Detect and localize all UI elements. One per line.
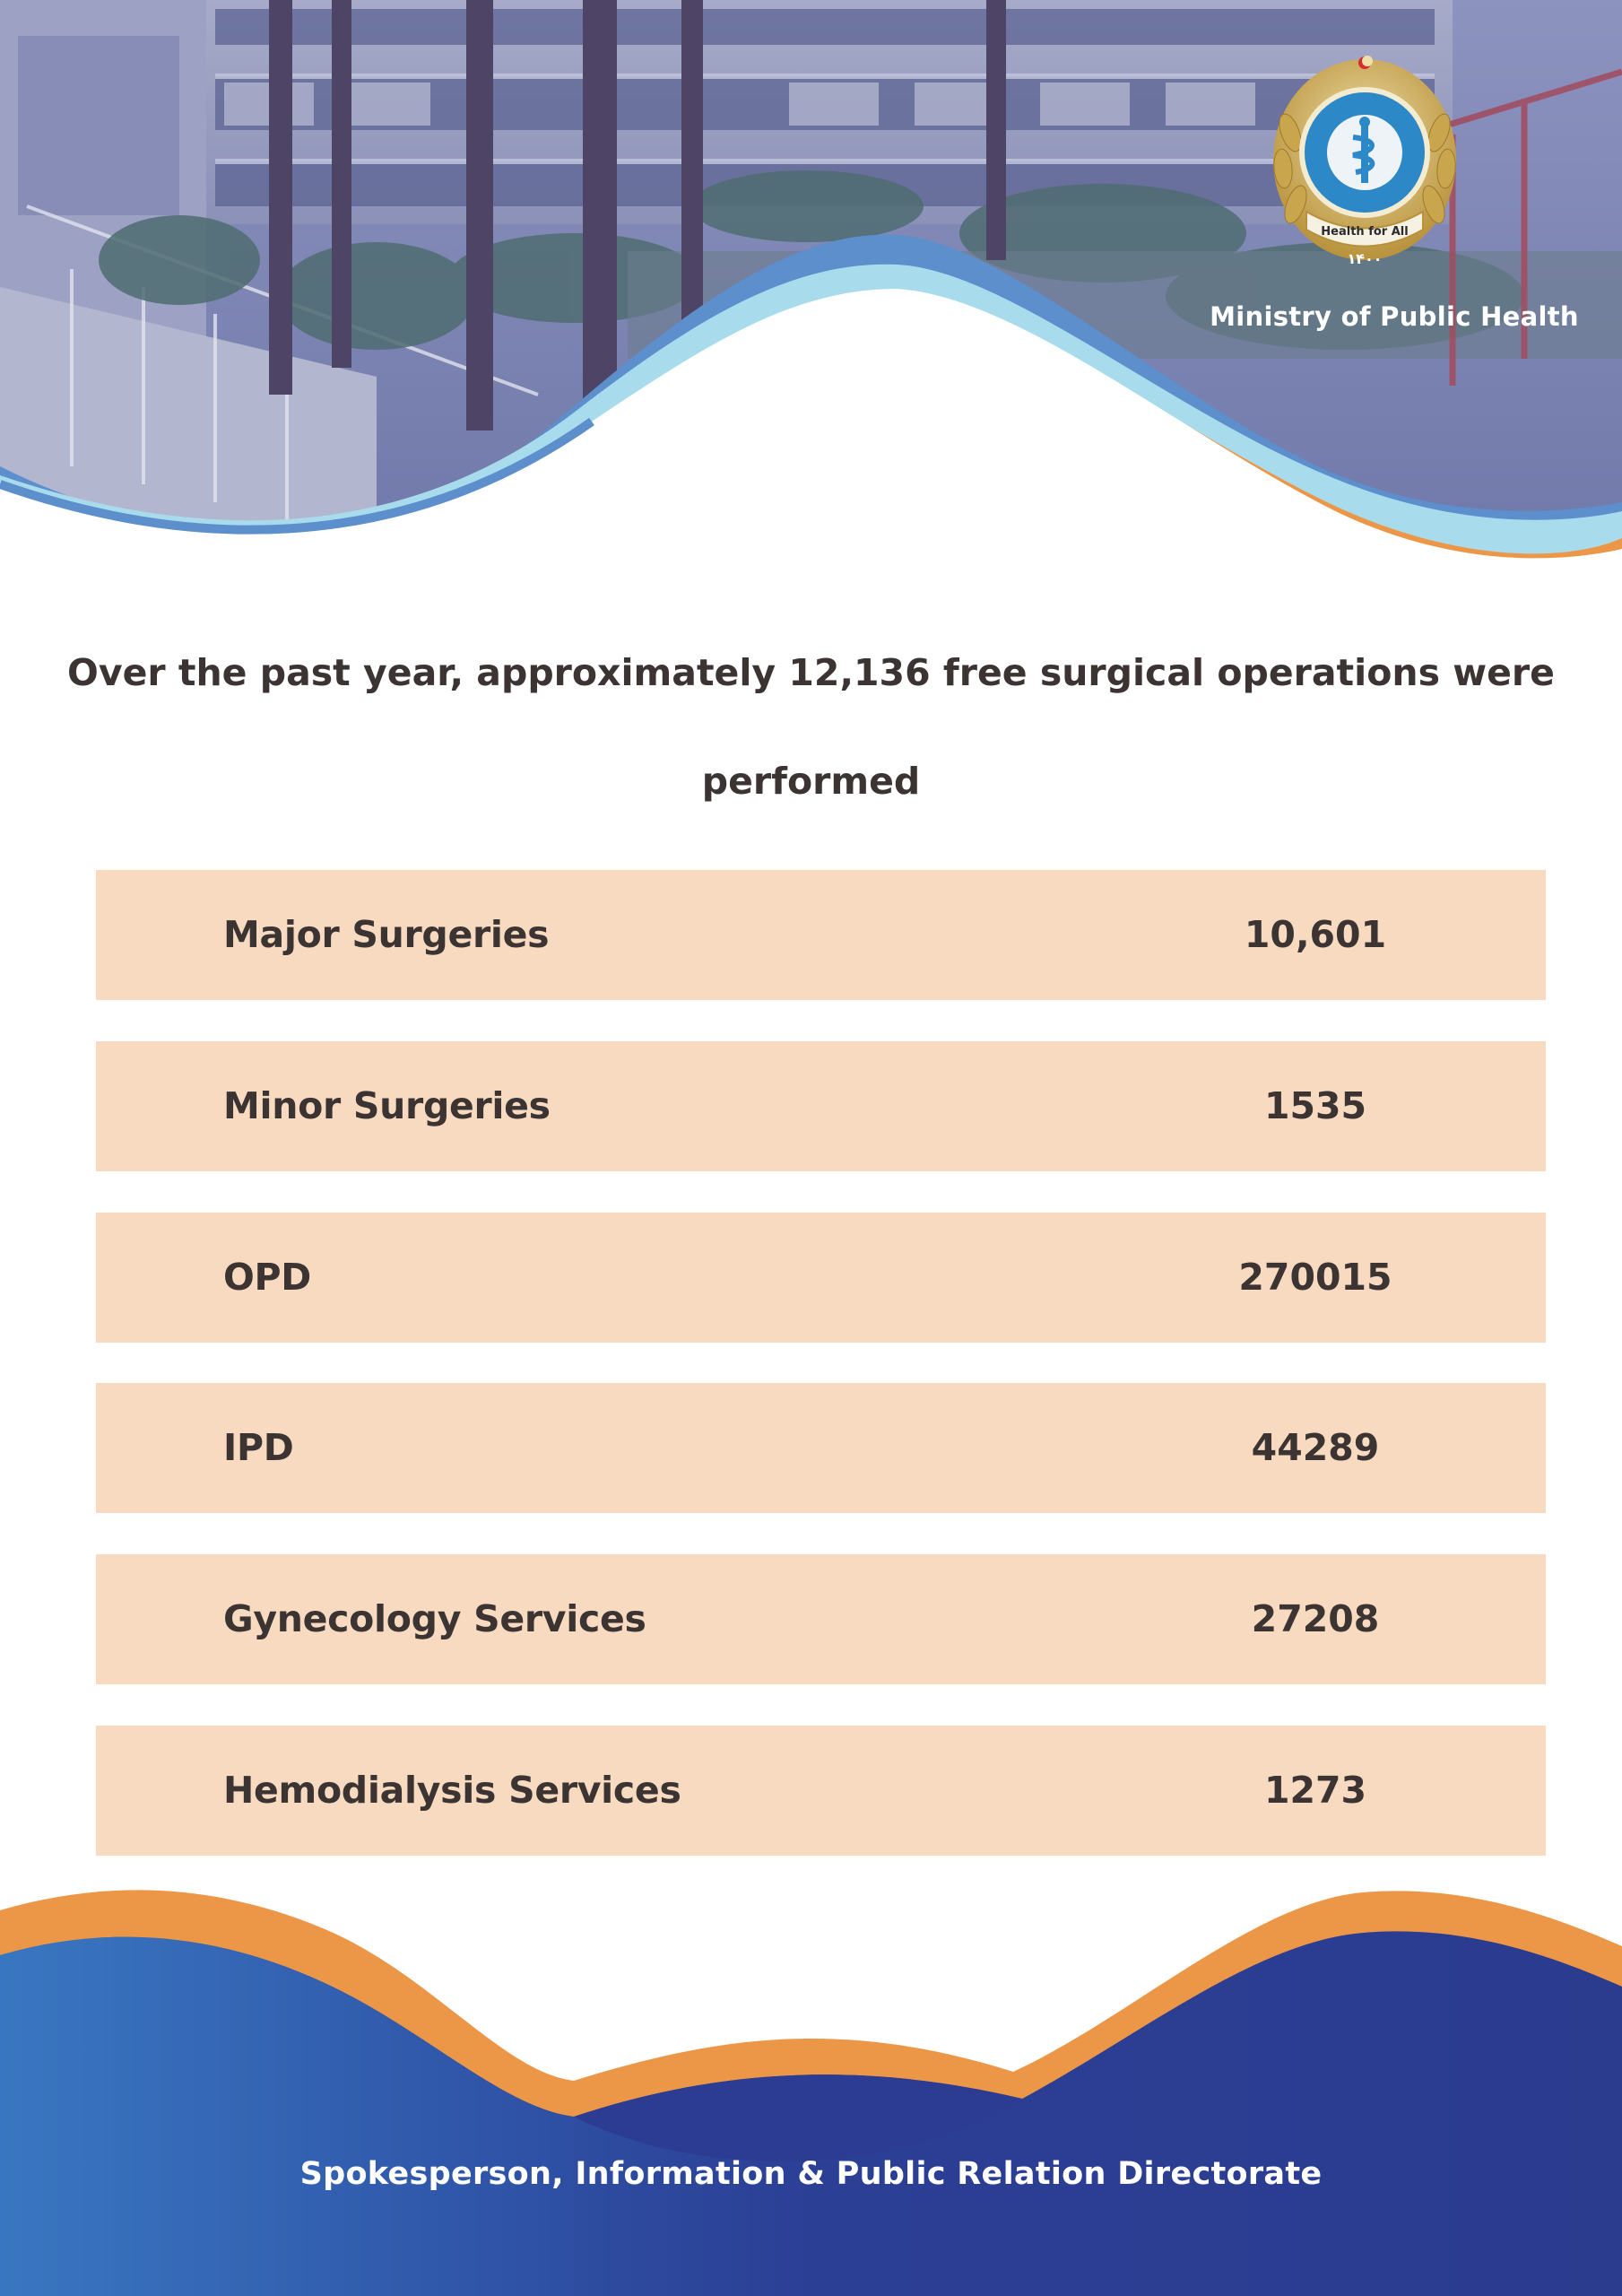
stat-row-minor-surgeries [96, 1041, 1546, 1171]
stat-label: Hemodialysis Services [223, 1769, 681, 1812]
stat-row-hemodialysis [96, 1726, 1546, 1856]
stat-row-major-surgeries [96, 870, 1546, 1000]
stat-row-ipd [96, 1383, 1546, 1513]
ministry-name: Ministry of Public Health [1210, 301, 1579, 332]
stat-label: IPD [223, 1426, 294, 1469]
stat-value: 10,601 [1244, 913, 1387, 956]
headline-line-1: Over the past year, approximately 12,136 free surgical operations were performed [67, 651, 1555, 803]
ministry-emblem-logo [1271, 52, 1459, 287]
footer-wave-decoration [0, 1883, 1622, 2296]
stat-value: 44289 [1251, 1426, 1380, 1469]
emblem-year: ۱۴۰۰ [1347, 250, 1383, 267]
stat-value: 1535 [1263, 1084, 1367, 1127]
stat-value: 1273 [1263, 1769, 1367, 1812]
stat-row-gynecology [96, 1554, 1546, 1684]
stat-label: OPD [223, 1256, 312, 1299]
footer-banner [0, 1883, 1622, 2296]
stat-label: Gynecology Services [223, 1597, 646, 1640]
stat-label: Minor Surgeries [223, 1084, 551, 1127]
header-banner [0, 0, 1622, 574]
stat-value: 270015 [1238, 1256, 1392, 1299]
stat-label: Major Surgeries [223, 913, 550, 956]
footer-directorate: Spokesperson, Information & Public Relation Directorate [299, 2156, 1323, 2192]
emblem-motto: Health for All [1321, 225, 1409, 239]
stat-row-opd [96, 1213, 1546, 1343]
stat-value: 27208 [1251, 1597, 1380, 1640]
